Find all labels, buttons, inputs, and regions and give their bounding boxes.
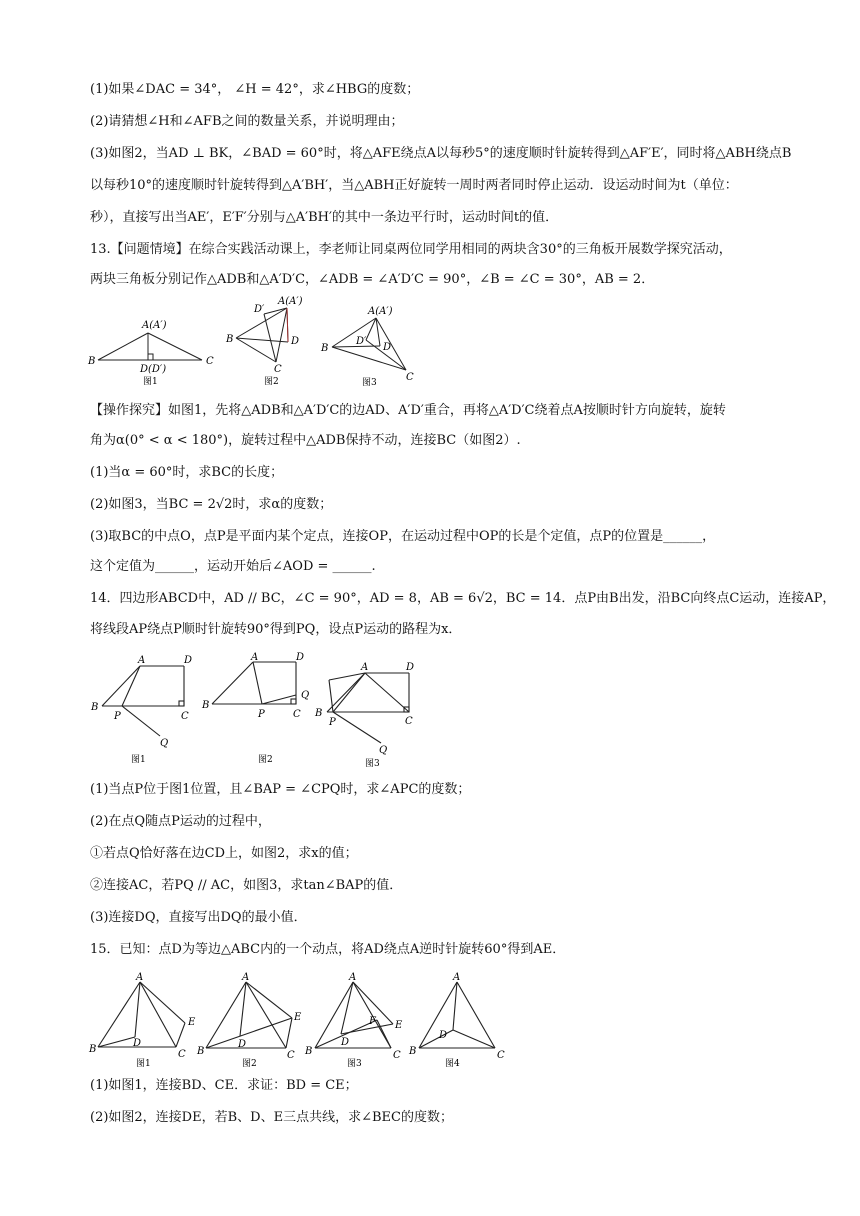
q14-fig3-label-b: B [315,708,323,719]
q15-fig1-caption: 图1 [136,1059,151,1069]
q13-figure-1 [88,296,218,391]
q13-fig2-label-b: B [226,334,234,345]
q15-fig4-label-b: B [409,1046,417,1057]
q15-figure-2 [196,970,308,1070]
q15-fig3-label-c: C [393,1050,401,1061]
q14-figure-3 [313,658,428,773]
q13-fig2-label-a: A(A′) [278,296,303,307]
q13-fig3-label-b: B [321,343,329,354]
q14-fig2-label-d: D [296,652,305,663]
q15-part2: (2)如图2，连接DE，若B、D、E三点共线，求∠BEC的度数； [90,1110,453,1125]
q13-fig2-label-d: D [291,336,300,347]
q13-fig3-label-dprime: D′ [356,336,367,347]
q14-part1: (1)当点P位于图1位置，且∠BAP = ∠CPQ时，求∠APC的度数； [90,782,471,797]
q13-fig2-label-dprime: D′ [254,304,265,315]
q15-part1: (1)如图1，连接BD、CE．求证：BD = CE； [90,1078,358,1093]
q15-fig2-caption: 图2 [242,1059,257,1069]
q14-fig1-label-p: P [114,711,121,722]
q12-part3-line1: (3)如图2，当AD ⊥ BK，∠BAD = 60°时，将△AFE绕点A以每秒5°的速度顺时针旋转得到△AF′E′，同时将△ABH绕点B [90,146,792,161]
q14-figure-2 [200,650,323,770]
q14-part3: (3)连接DQ，直接写出DQ的最小值． [90,910,307,925]
q13-fig3-label-c: C [406,372,414,383]
q15-fig2-label-b: B [197,1046,205,1057]
q15-intro: 15．已知：点D为等边△ABC内的一个动点，将AD绕点A逆时针旋转60°得到AE． [90,942,566,957]
q14-part2-sub1: ①若点Q恰好落在边CD上，如图2，求x的值； [90,846,358,861]
q14-fig2-label-a: A [251,652,259,663]
q13-intro-line1: 13.【问题情境】在综合实践活动课上，李老师让同桌两位同学用相同的两块含30°的三角板开展数学探究活动， [90,242,732,257]
q15-fig1-label-a: A [136,972,144,983]
q13-fig1-caption: 图1 [143,377,158,387]
q15-fig1-label-d: D [133,1038,142,1049]
q14-fig1-label-a: A [138,655,146,666]
q14-fig3-label-p: P [329,717,336,728]
q14-intro-line2: 将线段AP绕点P顺时针旋转90°得到PQ，设点P运动的路程为x． [90,622,462,637]
q15-fig3-label-b: B [305,1046,313,1057]
q12-part1: (1)如果∠DAC = 34°， ∠H = 42°，求∠HBG的度数； [90,82,420,97]
q13-operation-line1: 【操作探究】如图1，先将△ADB和△A′D′C的边AD、A′D′重合，再将△A′D′C绕着点A按顺时针方向旋转，旋转 [90,403,726,418]
q15-fig4-label-c: C [497,1050,505,1061]
q15-fig2-label-a: A [242,972,250,983]
q13-part3-line1: (3)取BC的中点O，点P是平面内某个定点，连接OP，在运动过程中OP的长是个定值，点P的位置是______， [90,529,716,544]
q14-fig1-caption: 图1 [131,755,146,765]
q13-figure-2 [222,296,322,391]
q12-part3-line2: 以每秒10°的速度顺时针旋转得到△A′BH′，当△ABH正好旋转一周时两者同时停止运动．设运动时间为t（单位： [90,178,738,193]
q15-fig1-label-e: E [188,1017,196,1028]
q14-fig1-label-c: C [181,711,189,722]
q14-fig1-label-d: D [184,655,193,666]
q13-fig3-label-d: D [383,342,392,353]
q14-fig2-label-p: P [258,709,265,720]
q15-fig1-label-c: C [178,1049,186,1060]
q15-fig3-label-e: E [395,1020,403,1031]
q14-fig3-label-d: D [406,662,415,673]
q13-part3-line2: 这个定值为______，运动开始后∠AOD = ______. [90,559,376,574]
q13-part1: (1)当α = 60°时，求BC的长度； [90,465,284,480]
q15-fig3-label-f: F [369,1016,376,1027]
q12-part3-line3: 秒），直接写出当AE′，E′F′分别与△A′BH′的其中一条边平行时，运动时间t的值． [90,210,559,225]
q13-fig2-caption: 图2 [264,377,279,387]
q14-intro-line1: 14．四边形ABCD中，AD // BC，∠C = 90°，AD = 8，AB = 6√2，BC = 14．点P由B出发，沿BC向终点C运动，连接AP， [90,591,836,606]
q15-figure-3 [303,970,411,1070]
q14-fig3-label-q: Q [379,745,388,756]
q14-fig1-label-b: B [91,702,99,713]
q13-fig1-label-a: A(A′) [142,320,167,331]
q14-fig1-label-q: Q [160,738,169,749]
q15-fig1-label-b: B [89,1044,97,1055]
q13-fig2-label-c: C [274,364,282,375]
q14-fig2-caption: 图2 [258,755,273,765]
q15-fig4-label-d: D [439,1030,448,1041]
q15-fig2-label-d: D [238,1039,247,1050]
q12-part2: (2)请猜想∠H和∠AFB之间的数量关系，并说明理由； [90,114,404,129]
q15-fig4-label-a: A [453,972,461,983]
q14-fig3-caption: 图3 [365,759,380,769]
q13-fig1-label-b: B [88,356,96,367]
q15-figure-1 [88,970,200,1070]
q15-fig3-label-a: A [349,972,357,983]
q14-fig2-label-b: B [202,700,210,711]
q15-fig4-caption: 图4 [445,1059,460,1069]
q15-fig2-label-e: E [294,1012,302,1023]
q14-part2-sub2: ②连接AC，若PQ // AC，如图3，求tan∠BAP的值． [90,878,403,893]
q15-fig3-caption: 图3 [347,1059,362,1069]
q15-fig3-label-d: D [341,1037,350,1048]
q15-figure-4 [405,970,515,1070]
q14-fig2-label-c: C [293,709,301,720]
q13-operation-line2: 角为α(0° < α < 180°)，旋转过程中△ADB保持不动，连接BC（如图2）. [90,433,521,448]
q13-fig3-caption: 图3 [362,378,377,388]
q13-intro-line2: 两块三角板分别记作△ADB和△A′D′C，∠ADB = ∠A′D′C = 90°，∠B = ∠C = 30°，AB = 2． [90,272,655,287]
q14-fig3-label-a: A [361,662,369,673]
q14-part2: (2)在点Q随点P运动的过程中， [90,814,271,829]
q13-fig1-label-c: C [206,356,214,367]
q14-figure-1 [88,650,203,770]
q13-part2: (2)如图3，当BC = 2√2时，求α的度数； [90,497,333,512]
q15-fig2-label-c: C [287,1050,295,1061]
q13-fig3-label-a: A(A′) [368,306,393,317]
q13-figure-3 [318,300,423,392]
q14-fig3-label-c: C [405,716,413,727]
q13-fig1-label-d: D(D′) [140,364,167,375]
q14-fig2-label-q: Q [301,690,310,701]
